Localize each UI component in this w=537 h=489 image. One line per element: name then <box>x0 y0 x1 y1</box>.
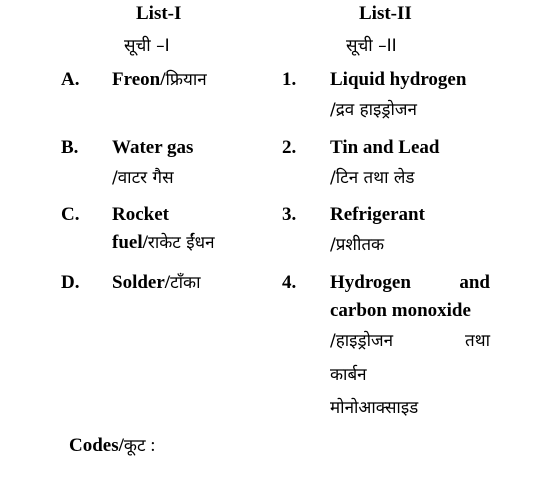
codes-label-colon: : <box>145 435 156 456</box>
list2-label-3: 3. <box>282 204 297 225</box>
list1-item-b-line1: Water gas <box>112 137 194 158</box>
list2-item-1-line2: /द्रव हाइड्रोजन <box>330 100 417 120</box>
list2-item-4-line4: कार्बन <box>330 365 367 385</box>
list2-item-4-line5: मोनोआक्साइड <box>330 398 419 418</box>
list1-item-d <box>112 272 201 294</box>
list2-item-1-line1: Liquid hydrogen <box>330 69 467 90</box>
list2-item-3-line2: /प्रशीतक <box>330 235 385 255</box>
list1-item-d-en: Solder/ <box>112 272 171 293</box>
list1-item-d-hi: टाँका <box>170 273 201 293</box>
list2-item-4-line1-word1: Hydrogen <box>330 272 411 293</box>
list1-item-a-hi: फ्रियान <box>165 70 207 90</box>
list2-item-3-line1: Refrigerant <box>330 204 425 225</box>
list2-heading: List-II <box>359 3 412 24</box>
list2-label-2: 2. <box>282 137 297 158</box>
list1-item-c-line2-hi: राकेट ईंधन <box>147 233 215 253</box>
list1-item-c-line1: Rocket <box>112 204 169 225</box>
list1-label-c: C. <box>61 204 80 225</box>
list2-item-4-line3 <box>330 330 490 352</box>
list1-heading-hindi: सूची –I <box>124 36 170 56</box>
list2-item-2-line1: Tin and Lead <box>330 137 440 158</box>
codes-label <box>69 435 156 457</box>
list1-item-a-en: Freon/ <box>112 69 166 90</box>
list1-label-d: D. <box>61 272 80 293</box>
list1-label-b: B. <box>61 137 79 158</box>
list2-item-4-line1 <box>330 272 490 294</box>
list2-item-2-line2: /टिन तथा लेड <box>330 168 415 188</box>
list2-item-4-line1-word2: and <box>459 272 490 293</box>
codes-label-en: Codes/ <box>69 435 124 456</box>
list2-heading-hindi: सूची –II <box>346 36 397 56</box>
list2-item-4-line3-word2: तथा <box>465 331 490 351</box>
list1-item-a <box>112 69 207 91</box>
list1-heading: List-I <box>136 3 182 24</box>
list2-label-4: 4. <box>282 272 297 293</box>
list2-item-4-line3-word1: /हाइड्रोजन <box>330 331 394 351</box>
list2-item-4-line2: carbon monoxide <box>330 300 471 321</box>
codes-label-hi: कूट <box>123 436 146 456</box>
list2-label-1: 1. <box>282 69 297 90</box>
list1-item-c-line2-en: fuel/ <box>112 232 148 253</box>
list1-label-a: A. <box>61 69 80 90</box>
list1-item-c-line2 <box>112 232 215 254</box>
list1-item-b-line2: /वाटर गैस <box>112 168 174 188</box>
